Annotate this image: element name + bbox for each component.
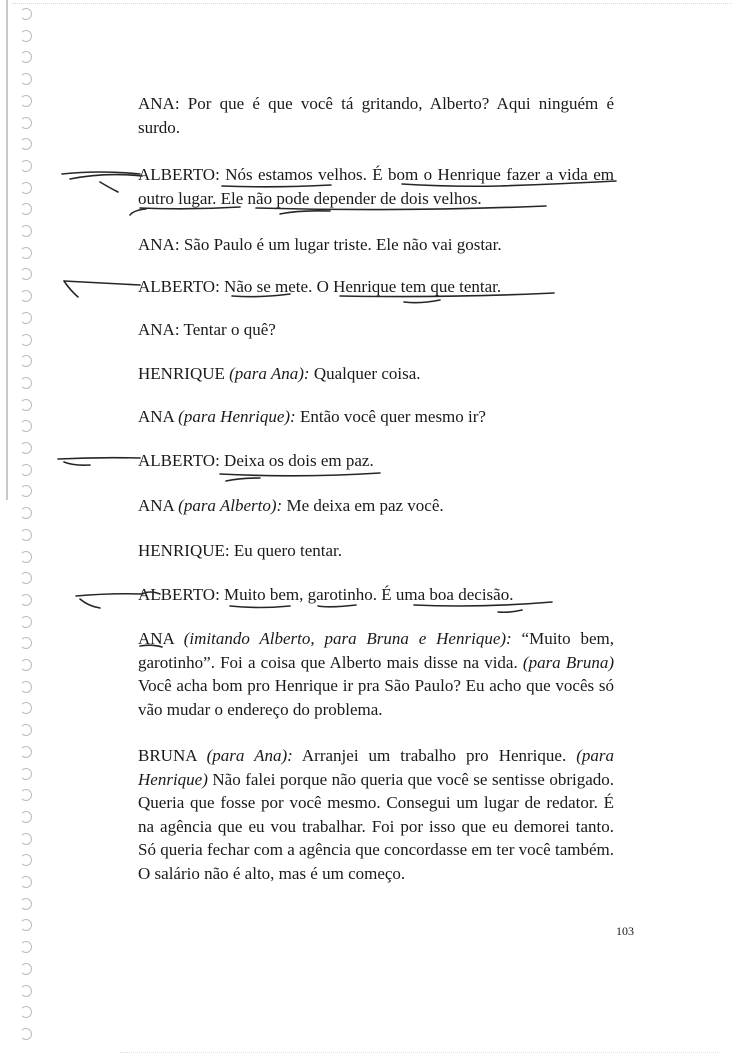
- dialogue-line: ALBERTO: Não se mete. O Henrique tem que tentar.: [138, 277, 502, 296]
- binder-ring: [20, 420, 32, 432]
- pen-stroke: [70, 175, 142, 179]
- pen-stroke: [220, 473, 380, 476]
- dialogue-line: ALBERTO: Nós estamos velhos. É bom o Henrique fazer a vida em outro lugar. Ele não pode depender de dois velhos.: [138, 165, 614, 208]
- binder-ring: [20, 1006, 32, 1018]
- binder-edge-line: [6, 0, 8, 500]
- pen-stroke: [498, 610, 522, 612]
- binder-ring: [20, 203, 32, 215]
- binder-ring: [20, 702, 32, 714]
- dialogue-line: ANA (para Henrique): Então você quer mesmo ir?: [138, 407, 486, 426]
- dialogue-line: ANA: Tentar o quê?: [138, 320, 276, 339]
- binder-rings: [20, 0, 40, 1060]
- binder-ring: [20, 290, 32, 302]
- dialogue-line: ANA: São Paulo é um lugar triste. Ele não vai gostar.: [138, 235, 502, 254]
- binder-ring: [20, 594, 32, 606]
- pen-stroke: [404, 300, 440, 303]
- binder-ring: [20, 117, 32, 129]
- binder-ring: [20, 30, 32, 42]
- pen-stroke: [80, 599, 100, 608]
- binder-ring: [20, 507, 32, 519]
- binder-ring: [20, 724, 32, 736]
- dialogue-line: HENRIQUE (para Ana): Qualquer coisa.: [138, 364, 421, 383]
- pen-stroke: [76, 594, 142, 596]
- binder-ring: [20, 95, 32, 107]
- dialogue-line: ANA: Por que é que você tá gritando, Alberto? Aqui ninguém é surdo.: [138, 94, 614, 137]
- pen-stroke: [280, 211, 330, 214]
- binder-ring: [20, 854, 32, 866]
- bottom-edge-dots: [120, 1052, 720, 1055]
- binder-ring: [20, 8, 32, 20]
- binder-ring: [20, 659, 32, 671]
- binder-ring: [20, 268, 32, 280]
- binder-ring: [20, 941, 32, 953]
- binder-ring: [20, 464, 32, 476]
- pen-stroke: [226, 478, 260, 481]
- binder-ring: [20, 551, 32, 563]
- binder-ring: [20, 681, 32, 693]
- binder-ring: [20, 73, 32, 85]
- binder-ring: [20, 225, 32, 237]
- binder-ring: [20, 312, 32, 324]
- binder-ring: [20, 637, 32, 649]
- binder-ring: [20, 833, 32, 845]
- binder-ring: [20, 442, 32, 454]
- binder-ring: [20, 377, 32, 389]
- top-edge-dots: [12, 3, 732, 6]
- binder-ring: [20, 51, 32, 63]
- binder-ring: [20, 746, 32, 758]
- binder-ring: [20, 529, 32, 541]
- stage-direction: (para Ana):: [229, 364, 310, 383]
- binder-ring: [20, 789, 32, 801]
- binder-ring: [20, 399, 32, 411]
- binder-ring: [20, 616, 32, 628]
- dialogue-line: HENRIQUE: Eu quero tentar.: [138, 541, 342, 560]
- pen-stroke: [58, 458, 140, 459]
- binder-ring: [20, 138, 32, 150]
- dialogue-line: ALBERTO: Muito bem, garotinho. É uma boa decisão.: [138, 585, 514, 604]
- dialogue-line: BRUNA (para Ana): Arranjei um trabalho pro Henrique. (para Henrique) Não falei porque não queria que você se sentisse obrigado. Queria que fosse por você mesmo. Consegui um lugar de redator. É na agência que eu vou trabalhar. Foi por isso que eu demorei tanto. Só queria fechar com a agência que concordasse em ter você também. O salário não é alto, mas é um começo.: [138, 746, 615, 883]
- binder-ring: [20, 919, 32, 931]
- pen-stroke: [64, 281, 140, 285]
- stage-direction: (para Henrique):: [178, 407, 296, 426]
- binder-ring: [20, 985, 32, 997]
- binder-ring: [20, 898, 32, 910]
- binder-ring: [20, 963, 32, 975]
- stage-direction: (para Henrique): [138, 746, 615, 789]
- binder-ring: [20, 160, 32, 172]
- binder-ring: [20, 247, 32, 259]
- pen-stroke: [62, 172, 140, 174]
- stage-direction: (para Ana):: [206, 746, 293, 765]
- stage-direction: (para Alberto):: [178, 496, 283, 515]
- binder-ring: [20, 572, 32, 584]
- dialogue-line: ALBERTO: Deixa os dois em paz.: [138, 451, 374, 470]
- binder-ring: [20, 334, 32, 346]
- pen-stroke: [100, 182, 118, 192]
- page-number: 103: [616, 924, 634, 938]
- binder-ring: [20, 811, 32, 823]
- binder-ring: [20, 355, 32, 367]
- binder-ring: [20, 485, 32, 497]
- binder-ring: [20, 768, 32, 780]
- dialogue-line: ANA (para Alberto): Me deixa em paz você.: [138, 496, 444, 515]
- pen-stroke: [64, 281, 78, 297]
- dialogue-line: ANA (imitando Alberto, para Bruna e Henrique): “Muito bem, garotinho”. Foi a coisa que Alberto mais disse na vida. (para Bruna) Você acha bom pro Henrique ir pra São Paulo? Eu acho que vocês só vão mudar o endereço do problema.: [138, 629, 615, 719]
- stage-direction: (imitando Alberto, para Bruna e Henrique):: [183, 629, 512, 648]
- stage-direction: (para Bruna): [522, 652, 615, 672]
- binder-ring: [20, 182, 32, 194]
- binder-ring: [20, 876, 32, 888]
- binder-ring: [20, 1028, 32, 1040]
- pen-stroke: [64, 462, 90, 465]
